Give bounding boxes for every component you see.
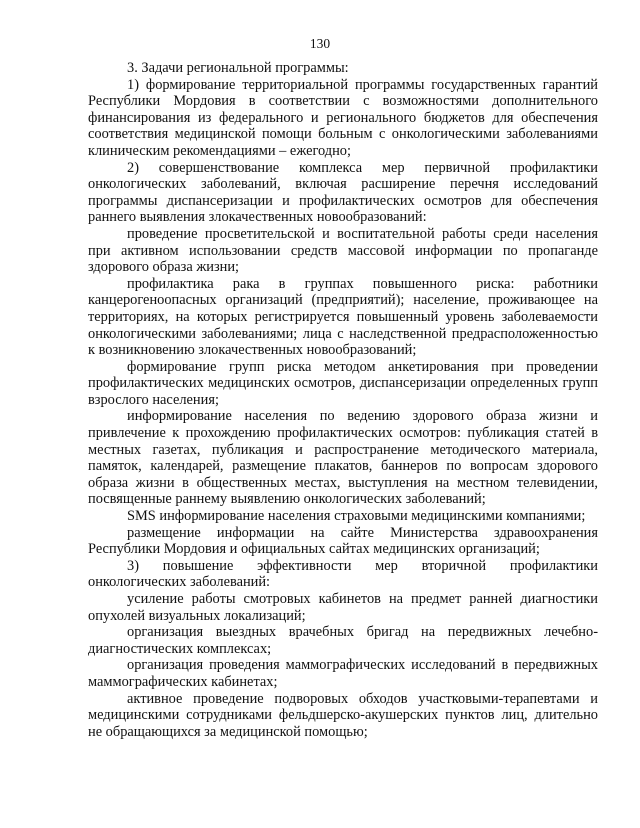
paragraph-screening-rooms: усиление работы смотровых кабинетов на предмет ранней диагностики опухолей визуальных локализаций; [88, 591, 598, 624]
paragraph-risk-groups: профилактика рака в группах повышенного риска: работники канцерогеноопасных организаций (предприятий); население, проживающее на территориях, на которых регистрируется повышенный уровень заболеваемости онкологическими заболеваниями; лица с наследственной предрасположенностью к возникновению злокачественных новообразований; [88, 275, 598, 359]
paragraph-education: проведение просветительской и воспитательной работы среди населения при активном использовании средств массовой информации по пропаганде здорового образа жизни; [88, 225, 598, 276]
paragraph-door-to-door: активное проведение подворовых обходов участковыми-терапевтами и медицинскими сотрудниками фельдшерско-акушерских пунктов лиц, длительно не обращающихся за медицинской помощью; [88, 690, 598, 740]
page-number: 130 [309, 36, 331, 51]
paragraph-task-3: 3) повышение эффективности мер вторичной профилактики онкологических заболеваний: [88, 557, 598, 591]
document-body [88, 60, 598, 740]
paragraph-informing: информирование населения по ведению здорового образа жизни и привлечение к прохождению профилактических осмотров: публикация статей в местных газетах, публикация и распространение методического материала, памяток, календарей, размещение плакатов, баннеров по вопросам здорового образа жизни в общественных местах, выступления на местном телевидении, посвященные раннему выявлению онкологических заболеваний; [88, 408, 598, 508]
paragraph-task-1: 1) формирование территориальной программы государственных гарантий Республики Мордовия в соответствии с возможностями дополнительного финансирования из федерального и регионального бюджетов для обеспечения соответствия медицинской помощи больным с онкологическими заболеваниями клиническим рекомендациями – ежегодно; [88, 76, 598, 159]
paragraph-questionnaire: формирование групп риска методом анкетирования при проведении профилактических медицинских осмотров, диспансеризации определенных групп взрослого населения; [88, 358, 598, 408]
section-heading: 3. Задачи региональной программы: [127, 60, 349, 76]
paragraph-website: размещение информации на сайте Министерства здравоохранения Республики Мордовия и официальных сайтах медицинских организаций; [88, 524, 598, 558]
paragraph-sms: SMS информирование населения страховыми медицинскими компаниями; [127, 508, 586, 525]
paragraph-mobile-teams: организация выездных врачебных бригад на передвижных лечебно-диагностических комплексах; [88, 624, 598, 657]
paragraph-mammography: организация проведения маммографических исследований в передвижных маммографических кабинетах; [88, 657, 598, 690]
paragraph-task-2: 2) совершенствование комплекса мер первичной профилактики онкологических заболеваний, включая расширение перечня исследований программы диспансеризации и профилактических осмотров для обеспечения раннего выявления злокачественных новообразований: [88, 159, 598, 226]
